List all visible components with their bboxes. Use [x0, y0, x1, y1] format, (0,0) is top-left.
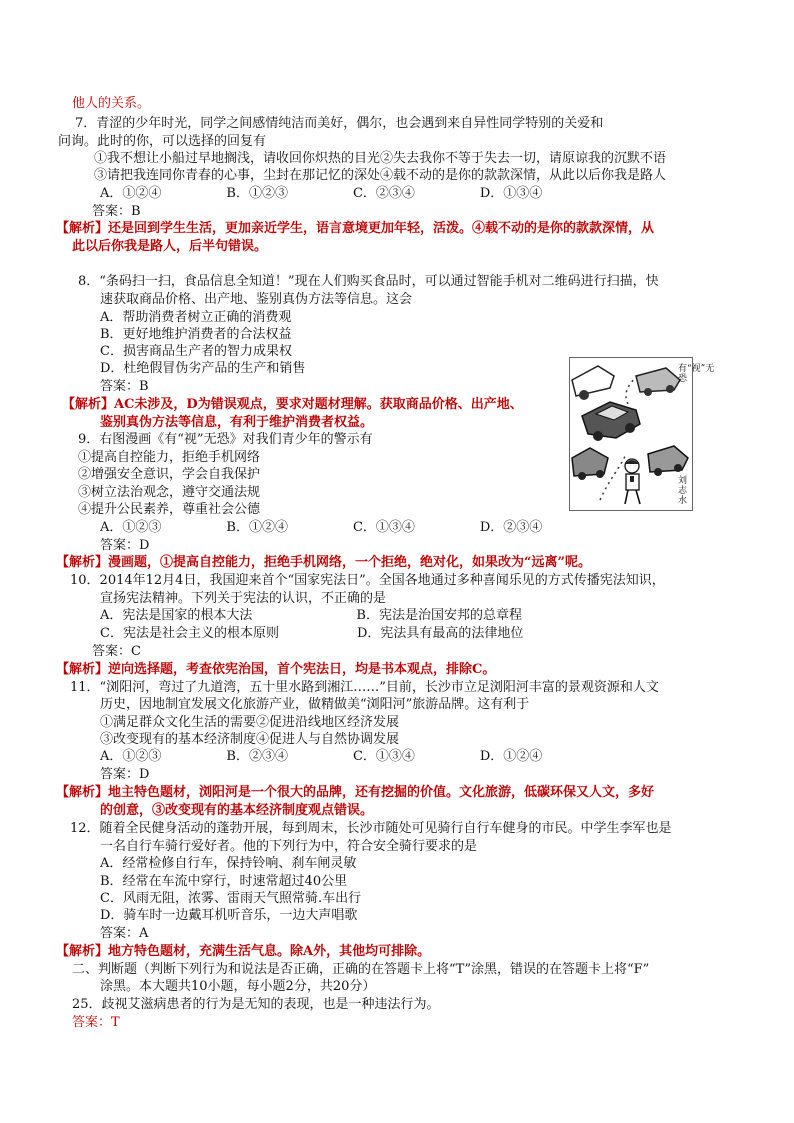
option-line: ①满足群众文化生活的需要②促进沿线地区经济发展: [100, 715, 400, 730]
option-line: ③改变现有的基本经济制度④促进人与自然协调发展: [100, 732, 400, 747]
option-line: ①提高自控能力，拒绝手机网络: [78, 450, 261, 465]
text-line: 速获取商品价格、出产地、鉴别真伪方法等信息。这会: [100, 292, 413, 307]
text-line: 宣扬宪法精神。下列关于宪法的认识，不正确的是: [100, 591, 387, 606]
question-12: 12．随着全民健身活动的蓬勃开展，每到周末，长沙市随处可见骑行自行车健身的市民。中学生李军也是: [70, 821, 672, 836]
analysis: 【解析】还是回到学生生活，更加亲近学生，语言意境更加年轻，活泼。④载不动的是你的款款深情，从: [56, 221, 655, 236]
text-line: 涂黑。本大题共10小题，每小题2分，共20分）: [100, 979, 376, 994]
option-line: ①我不想让小船过早地搁浅，请收回你炽热的目光②失去我你不等于失去一切，请原谅我的沉默不语: [94, 151, 667, 166]
answer: 答案：B: [100, 379, 149, 394]
option-c: C．损害商品生产者的智力成果权: [100, 344, 292, 359]
analysis: 【解析】地主特色题材，浏阳河是一个很大的品牌，还有挖掘的价值。文化旅游，低碳环保又人文，多好: [56, 785, 655, 800]
question-11: 11．“浏阳河，弯过了九道湾，五十里水路到湘江……”目前，长沙市立足浏阳河丰富的景观资源和人文: [70, 680, 659, 695]
answer: 答案：A: [100, 926, 149, 941]
choices-line: A．①②③ B．①②④ C．①③④ D．②③④: [100, 520, 543, 535]
question-9: 9．右图漫画《有“视”无恐》对我们青少年的警示有: [78, 432, 373, 447]
analysis: 【解析】漫画题，①提高自控能力，拒绝手机网络，一个拒绝，绝对化，如果改为“远离”呢。: [56, 555, 591, 570]
analysis: 【解析】逆向选择题，考查依宪治国，首个宪法日，均是书本观点，排除C。: [56, 662, 496, 677]
text-line: 问询。此时的你，可以选择的回复有: [58, 134, 267, 149]
option-line: ④提升公民素养，尊重社会公德: [78, 502, 261, 517]
question-10: 10．2014年12月4日，我国迎来首个“国家宪法日”。全国各地通过多种喜闻乐见的方式传播宪法知识，: [70, 573, 665, 588]
option-a: A．帮助消费者树立正确的消费观: [100, 310, 292, 325]
analysis: 【解析】AC未涉及，D为错误观点，要求对题材理解。获取商品价格、出产地、: [62, 397, 523, 412]
question-7: 7．青涩的少年时光，同学之间感情纯洁而美好，偶尔，也会遇到来自异性同学特别的关爱和: [75, 116, 604, 131]
question-8: 8．“条码扫一扫，食品信息全知道！”现在人们购买食品时，可以通过智能手机对二维码进行扫描，快: [78, 274, 659, 289]
option-d: D．骑车时一边戴耳机听音乐，一边大声唱歌: [100, 908, 358, 923]
option-b: B．更好地维护消费者的合法权益: [100, 327, 292, 342]
option-line: ③树立法治观念，遵守交通法规: [78, 485, 261, 500]
answer: 答案：D: [100, 767, 150, 782]
analysis: 【解析】地方特色题材，充满生活气息。除A外，其他均可排除。: [56, 944, 431, 959]
cartoon-title: 有“视”无恐: [678, 364, 715, 384]
text-line: 他人的关系。: [72, 96, 151, 111]
options-ab: A．宪法是国家的根本大法 B．宪法是治国安邦的总章程: [100, 608, 522, 623]
cartoon-image: [569, 357, 715, 511]
answer: 答案：C: [92, 644, 141, 659]
option-a: A．经常检修自行车，保持铃响、刹车闸灵敏: [100, 856, 357, 871]
analysis: 的创意，③改变现有的基本经济制度观点错误。: [100, 803, 374, 818]
answer: 答案：B: [92, 204, 141, 219]
option-line: ②增强安全意识，学会自我保护: [78, 467, 261, 482]
analysis: 鉴别真伪方法等信息，有利于维护消费者权益。: [100, 415, 374, 430]
answer: 答案：D: [100, 538, 150, 553]
text-line: 一名自行车骑行爱好者。他的下列行为中，符合安全骑行要求的是: [100, 839, 478, 854]
answer: 答案：T: [72, 1015, 120, 1030]
analysis: 此以后你我是路人，后半句错误。: [72, 239, 268, 254]
choices-line: A．①②③ B．②③④ C．①③④ D．①②④: [100, 749, 543, 764]
option-line: ③请把我连同你青春的心事，尘封在那记忆的深处④载不动的是你的款款深情，从此以后你我是路人: [94, 168, 667, 183]
option-b: B．经常在车流中穿行，时速常超过40公里: [100, 874, 348, 889]
question-25: 25．歧视艾滋病患者的行为是无知的表现，也是一种违法行为。: [72, 997, 440, 1012]
option-c: C．风雨无阻，浓雾、雷雨天气照常骑.车出行: [100, 891, 362, 906]
option-d: D．杜绝假冒伪劣产品的生产和销售: [100, 361, 306, 376]
cartoon-author: 刘志水: [678, 476, 688, 506]
choices-line: A．①②④ B．①②③ C．②③④ D．①③④: [100, 186, 543, 201]
text-line: 历史，因地制宜发展文化旅游产业，做精做美“浏阳河”旅游品牌。这有利于: [100, 697, 530, 712]
section-heading: 二、判断题（判断下列行为和说法是否正确，正确的在答题卡上将“T”涂黑，错误的在答题卡上将“F”: [72, 962, 650, 977]
options-cd: C．宪法是社会主义的根本原则 D．宪法具有最高的法律地位: [100, 626, 524, 641]
